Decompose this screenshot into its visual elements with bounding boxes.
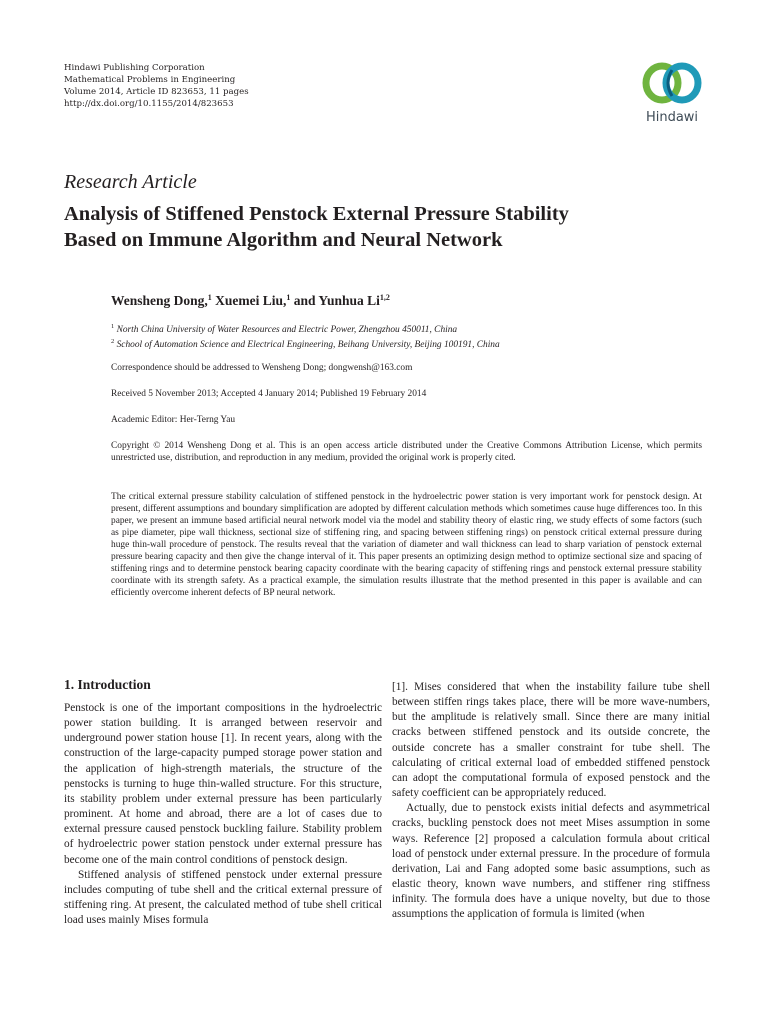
body-paragraph: [1]. Mises considered that when the instability failure tube shell between stiffen rings takes place, there will be more wave-numbers, but the amplitude is relatively small. Since there are many initial cracks between stiffened penstock and its outside concrete, the outside concrete has a smaller constraint for tube shell. The calculating of critical external load of embedded stiffened penstock can adopt the computational formula of exposed penstock and the safety coefficient can be appropriately reduced. (392, 681, 710, 800)
volume-line: Volume 2014, Article ID 823653, 11 pages (64, 87, 249, 97)
author-name: Xuemei Liu, (215, 293, 287, 308)
body-paragraph: Penstock is one of the important compositions in the hydroelectric power station building. It is arranged between reservoir and underground power station house [1]. In recent years, along with the construction of the large-capacity pumped storage power station and the application of high-strength materials, the structure of the penstocks is turning to huge thin-walled structure. For this structure, its stability problem under external pressure has been particularly prominent. At home and abroad, there are a lot of cases due to external pressure caused penstock buckling failure. Stability problem of hydroelectric power station penstock under external pressure has become one of the main control conditions of penstock design. (64, 702, 382, 866)
title-line-1: Analysis of Stiffened Penstock External Pressure Stability (64, 203, 569, 225)
left-column (64, 701, 382, 928)
publication-dates: Received 5 November 2013; Accepted 4 January 2014; Published 19 February 2014 (111, 389, 427, 399)
body-paragraph: Stiffened analysis of stiffened penstock under external pressure includes computing of tube shell and the critical external pressure of stiffening ring. At present, the calculated method of tube shell critical load uses mainly Mises formula (64, 868, 382, 927)
publisher-line: Hindawi Publishing Corporation (64, 63, 205, 73)
author-affil-mark: 1 (286, 293, 291, 302)
affiliation-text: School of Automation Science and Electrical Engineering, Beihang University, Beijing 100191, China (116, 340, 500, 350)
affiliation-1 (111, 323, 457, 335)
affiliation-text: North China University of Water Resources and Electric Power, Zhengzhou 450011, China (116, 325, 458, 335)
paper-title (64, 201, 724, 253)
abstract: The critical external pressure stability calculation of stiffened penstock in the hydroelectric power station is very important work for penstock design. At present, different assumptions and boundary simplification are adopted by different calculation methods which sometimes cause huge differences too. In this paper, we present an immune based artificial neural network model via the model and stability theory of elastic ring, we study effects of some factors (such as pipe diameter, pipe wall thickness, sectional size of stiffening ring, and spacing between stiffening rings) on penstock critical external pressure during huge thin-wall procedure of penstock. The results reveal that the variation of diameter and wall thickness can lead to sharp variation of penstock external pressure bearing capacity and then give the change interval of it. This paper presents an optimizing design method to optimize sectional size and spacing of stiffening rings and to determine penstock bearing capacity coordinate with the bearing capacity of stiffening rings and penstock external pressure stability coordinate with its strength safety. As a practical example, the simulation results illustrate that the method presented in this paper is available and can efficiently overcome inherent defects of BP neural network. (111, 492, 702, 598)
affiliation-mark: 1 (111, 323, 115, 330)
title-line-2: Based on Immune Algorithm and Neural Network (64, 229, 503, 251)
correspondence: Correspondence should be addressed to Wensheng Dong; dongwensh@163.com (111, 363, 413, 373)
author-name: Wensheng Dong, (111, 293, 208, 308)
affiliation-2 (111, 338, 500, 350)
author-name: and Yunhua Li (293, 293, 380, 308)
author-affil-mark: 1 (207, 293, 212, 302)
section-heading: 1. Introduction (64, 677, 151, 692)
copyright-notice: Copyright © 2014 Wensheng Dong et al. This is an open access article distributed under the Creative Commons Attribution License, which permits unrestricted use, distribution, and reproduction in any medium, provided the original work is properly cited. (111, 441, 702, 463)
right-column (392, 680, 710, 923)
academic-editor: Academic Editor: Her-Terng Yau (111, 415, 236, 425)
affiliation-mark: 2 (111, 338, 115, 345)
body-paragraph: Actually, due to penstock exists initial defects and asymmetrical cracks, buckling penstock does not meet Mises assumption in some ways. Reference [2] proposed a calculation formula about critical load of penstock under external pressure. In the procedure of formula derivation, Lai and Fang adopted some basic assumptions, such as elastic theory, known wave numbers, and stiffener ring stiffness infinity. The formula does have a unique novelty, but due to those assumptions the application of formula is limited (when (392, 802, 710, 921)
journal-info (64, 62, 249, 110)
logo-wordmark: Hindawi (645, 110, 699, 125)
author-list (111, 293, 390, 309)
hindawi-logo (634, 58, 710, 138)
doi-link[interactable]: http://dx.doi.org/10.1155/2014/823653 (64, 99, 234, 109)
hindawi-logo-icon (640, 58, 704, 108)
article-type: Research Article (64, 171, 197, 193)
journal-name: Mathematical Problems in Engineering (64, 75, 236, 85)
author-affil-mark: 1,2 (379, 293, 390, 302)
